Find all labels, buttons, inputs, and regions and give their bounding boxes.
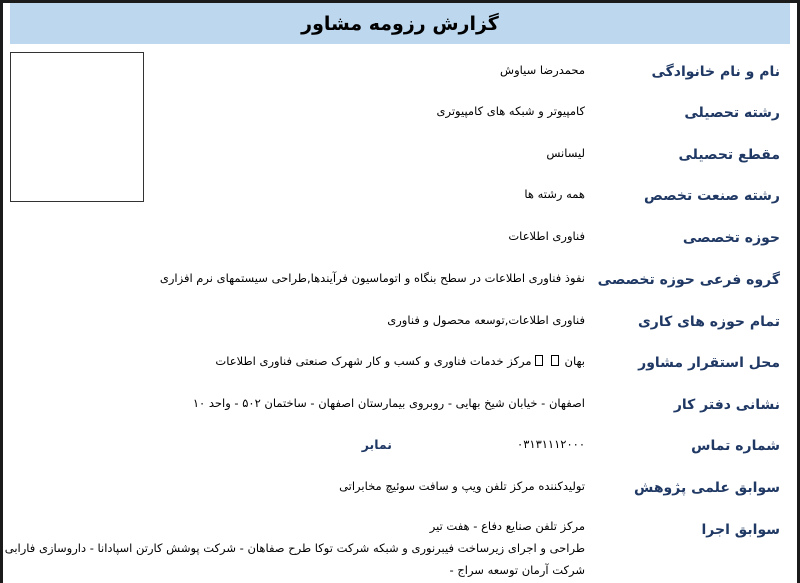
row-full-name: [3, 57, 797, 87]
full-name-label: نام و نام خانوادگی: [651, 64, 780, 80]
location-label: محل استقرار مشاور: [638, 355, 780, 371]
row-specialty: [3, 223, 797, 253]
research-label: سوابق علمی پژوهش: [634, 480, 780, 496]
specialty-label: حوزه تخصصی: [682, 230, 780, 246]
sub-specialty-value: نفوذ فناوری اطلاعات در سطح بنگاه و اتوماسیون فرآیندها,طراحی سیستمهای نرم افزاری: [159, 271, 585, 285]
research-value: تولیدکننده مرکز تلفن ویپ و سافت سوئیچ مخابراتی: [339, 479, 585, 493]
location-center: مرکز خدمات فناوری و کسب و کار شهرک صنعتی فناوری اطلاعات: [215, 354, 532, 368]
row-work-areas: [3, 307, 797, 337]
office-address-label: نشانی دفتر کار: [673, 397, 780, 413]
row-industry: [3, 181, 797, 211]
location-city: بهان: [564, 354, 585, 368]
work-areas-label: تمام حوزه های کاری: [637, 314, 780, 330]
field-of-study-value: کامپیوتر و شبکه های کامپیوتری: [436, 104, 585, 118]
phone-value: ۰۳۱۳۱۱۱۲۰۰۰: [517, 437, 585, 451]
row-location: [3, 348, 797, 378]
row-office-address: [3, 390, 797, 420]
row-field-of-study: [3, 98, 797, 128]
projects-line: شرکت آرمان توسعه سراج -: [449, 563, 585, 577]
work-areas-value: فناوری اطلاعات,توسعه محصول و فناوری: [387, 313, 585, 327]
fax-label: نمابر: [361, 437, 392, 452]
projects-label: سوابق اجرا: [701, 522, 780, 538]
industry-label: رشته صنعت تخصص: [644, 188, 780, 204]
full-name-value: محمدرضا سیاوش: [500, 63, 585, 77]
missing-glyph-icon: [535, 355, 543, 366]
row-phone: [3, 431, 797, 461]
projects-line: مرکز تلفن صنایع دفاع - هفت تیر: [429, 519, 585, 533]
resume-page: [3, 3, 797, 583]
row-sub-specialty: [3, 265, 797, 295]
missing-glyph-icon: [551, 355, 559, 366]
page-title: گزارش رزومه مشاور: [301, 12, 499, 35]
field-of-study-label: رشته تحصیلی: [684, 105, 780, 121]
degree-value: لیسانس: [546, 146, 585, 160]
office-address-value: اصفهان - خیابان شیخ بهایی - روبروی بیمارستان اصفهان - ساختمان ۵۰۲ - واحد ۱۰: [192, 396, 585, 410]
projects-value: [5, 515, 585, 581]
row-projects: [3, 515, 797, 577]
row-degree: [3, 140, 797, 170]
sub-specialty-label: گروه فرعی حوزه تخصصی: [597, 272, 780, 288]
report-header: [10, 3, 790, 44]
industry-value: همه رشته ها: [524, 187, 585, 201]
row-research: [3, 473, 797, 503]
projects-line: طراحی و اجرای زیرساخت فیبرنوری و شبکه شرکت توکا طرح صفاهان - شرکت پوشش کارتن اسپادانا - داروسازی فارابی: [4, 541, 585, 555]
specialty-value: فناوری اطلاعات: [508, 229, 585, 243]
phone-label: شماره تماس: [691, 438, 780, 454]
degree-label: مقطع تحصیلی: [678, 147, 780, 163]
location-value: [215, 350, 585, 372]
